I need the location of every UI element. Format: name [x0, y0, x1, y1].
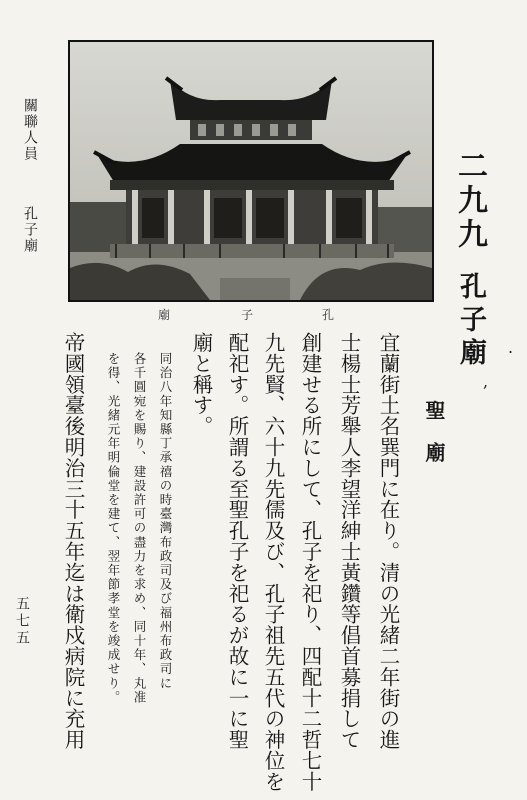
- temple-illustration: [70, 42, 432, 300]
- running-head-subject: 孔子廟: [22, 206, 38, 254]
- note-column-3: を得、光緒元年明倫堂を建て、翌年節孝堂を竣成せり。: [106, 352, 121, 705]
- note-column-2: 各千圓宛を賜り、建設許可の盡力を求め、同十年、丸准: [132, 352, 147, 705]
- photo-caption-char-2: 子: [241, 308, 254, 322]
- body-column-4: 九先賢、六十九先儒及び、孔子祖先五代の神位を: [261, 332, 285, 792]
- body-column-1: 宜蘭街土名巽門に在り。清の光緒二年街の進: [376, 332, 400, 750]
- note-column-1: 同治八年知縣丁承禧の時臺灣布政司及び福州布政司に: [158, 352, 173, 691]
- body-column-final: 帝國領臺後明治三十五年迄は衛戍病院に充用: [61, 332, 85, 750]
- page-number: 五七五: [14, 596, 30, 647]
- entry-title: 孔子廟: [455, 272, 486, 371]
- photo-caption-char-1: 廟: [158, 308, 171, 322]
- ink-dot: ,: [483, 372, 489, 391]
- body-column-3: 創建せる所にして、孔子を祀り、四配十二哲七十: [298, 332, 322, 792]
- body-column-2: 士楊士芳舉人李望洋紳士黃鑽等倡首募捐して: [337, 332, 361, 750]
- body-column-5: 配祀す。所謂る至聖孔子を祀るが故に一に聖: [225, 332, 249, 750]
- temple-photo: [68, 40, 434, 302]
- entry-number: 二九九: [452, 150, 487, 252]
- body-column-6: 廟と稱す。: [189, 332, 213, 437]
- ink-dot: .: [508, 338, 514, 357]
- running-head-section: 關聯人員: [22, 98, 38, 162]
- photo-caption-char-3: 孔: [322, 308, 335, 322]
- subheading: 聖廟: [422, 400, 446, 484]
